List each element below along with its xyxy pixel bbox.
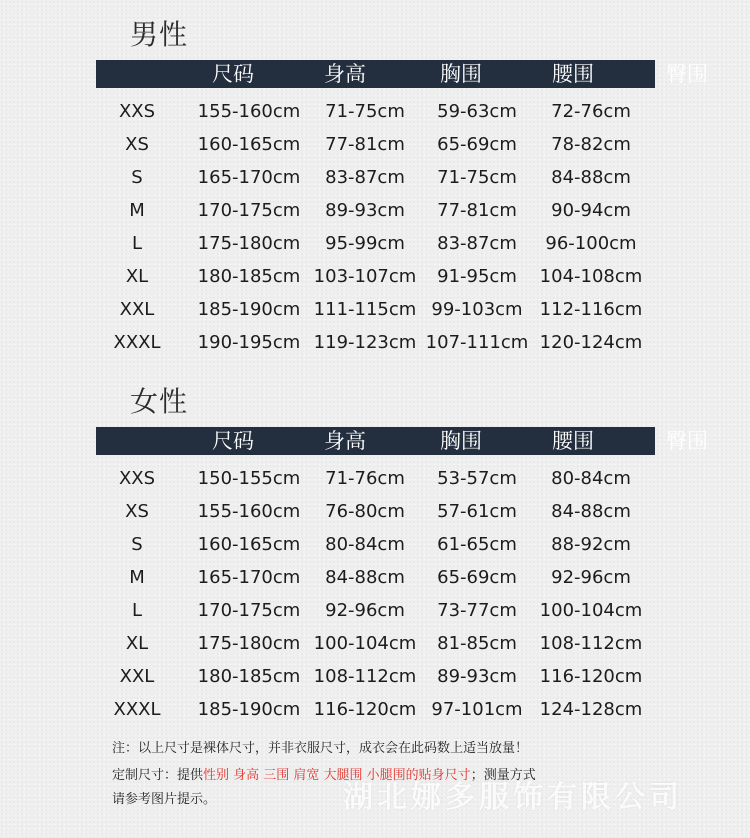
cell-height: 160-165cm xyxy=(197,134,301,155)
table-row xyxy=(0,95,750,128)
cell-hip: 78-82cm xyxy=(551,134,631,155)
header-size: 尺码 xyxy=(212,429,254,453)
cell-size: XXL xyxy=(119,666,155,687)
table-row xyxy=(0,528,750,561)
cell-size: M xyxy=(129,200,145,221)
cell-waist: 71-75cm xyxy=(437,167,517,188)
table-row xyxy=(0,260,750,293)
table-row xyxy=(0,293,750,326)
cell-waist: 53-57cm xyxy=(437,468,517,489)
note-custom-suffix: ；测量方式 xyxy=(470,768,536,783)
cell-chest: 119-123cm xyxy=(313,332,417,353)
female-table-header xyxy=(96,427,708,455)
header-size: 尺码 xyxy=(212,62,254,86)
company-watermark: 湖北娜多服饰有限公司 xyxy=(343,780,683,815)
cell-waist: 81-85cm xyxy=(437,633,517,654)
header-chest: 胸围 xyxy=(440,429,482,453)
cell-chest: 103-107cm xyxy=(313,266,417,287)
cell-hip: 100-104cm xyxy=(539,600,643,621)
table-row xyxy=(0,227,750,260)
male-table-header xyxy=(96,60,708,88)
cell-waist: 57-61cm xyxy=(437,501,517,522)
cell-height: 185-190cm xyxy=(197,699,301,720)
table-row xyxy=(0,128,750,161)
cell-waist: 65-69cm xyxy=(437,567,517,588)
cell-size: XS xyxy=(125,134,149,155)
cell-size: XXS xyxy=(118,468,156,489)
cell-size: XL xyxy=(125,266,149,287)
cell-hip: 104-108cm xyxy=(539,266,643,287)
cell-waist: 89-93cm xyxy=(437,666,517,687)
cell-hip: 72-76cm xyxy=(551,101,631,122)
cell-chest: 108-112cm xyxy=(313,666,417,687)
header-height: 身高 xyxy=(324,62,366,86)
cell-height: 175-180cm xyxy=(197,233,301,254)
male-section-title: 男性 xyxy=(130,18,189,51)
cell-height: 150-155cm xyxy=(197,468,301,489)
header-hip: 臀围 xyxy=(666,62,708,86)
table-row xyxy=(0,561,750,594)
cell-height: 185-190cm xyxy=(197,299,301,320)
note-see-image: 请参考图片提示。 xyxy=(112,792,217,807)
cell-height: 170-175cm xyxy=(197,200,301,221)
note-custom-highlight: 性别 身高 三围 肩宽 大腿围 小腿围的贴身尺寸 xyxy=(203,768,471,783)
cell-hip: 124-128cm xyxy=(539,699,643,720)
header-hip: 臀围 xyxy=(666,429,708,453)
cell-hip: 92-96cm xyxy=(551,567,631,588)
table-row xyxy=(0,660,750,693)
cell-height: 165-170cm xyxy=(197,567,301,588)
header-waist: 腰围 xyxy=(552,429,594,453)
cell-size: L xyxy=(131,233,143,254)
cell-size: XXXL xyxy=(113,332,161,353)
cell-hip: 90-94cm xyxy=(551,200,631,221)
cell-size: XXXL xyxy=(113,699,161,720)
cell-waist: 59-63cm xyxy=(437,101,517,122)
cell-chest: 100-104cm xyxy=(313,633,417,654)
cell-waist: 97-101cm xyxy=(431,699,523,720)
cell-size: XXS xyxy=(118,101,156,122)
cell-waist: 65-69cm xyxy=(437,134,517,155)
cell-chest: 71-76cm xyxy=(325,468,405,489)
cell-size: M xyxy=(129,567,145,588)
header-waist: 腰围 xyxy=(552,62,594,86)
cell-hip: 116-120cm xyxy=(539,666,643,687)
cell-chest: 95-99cm xyxy=(325,233,405,254)
cell-hip: 84-88cm xyxy=(551,167,631,188)
cell-size: XXL xyxy=(119,299,155,320)
cell-height: 175-180cm xyxy=(197,633,301,654)
note-naked-size: 注：以上尺寸是裸体尺寸，并非衣服尺寸，成衣会在此码数上适当放量！ xyxy=(112,741,529,756)
cell-size: XS xyxy=(125,501,149,522)
cell-waist: 77-81cm xyxy=(437,200,517,221)
cell-waist: 91-95cm xyxy=(437,266,517,287)
table-row xyxy=(0,161,750,194)
cell-chest: 77-81cm xyxy=(325,134,405,155)
cell-chest: 83-87cm xyxy=(325,167,405,188)
cell-hip: 96-100cm xyxy=(545,233,637,254)
female-section-title: 女性 xyxy=(130,385,189,418)
note-custom-prefix: 定制尺寸：提供 xyxy=(112,768,204,783)
cell-height: 155-160cm xyxy=(197,101,301,122)
cell-height: 165-170cm xyxy=(197,167,301,188)
cell-hip: 120-124cm xyxy=(539,332,643,353)
cell-waist: 73-77cm xyxy=(437,600,517,621)
cell-chest: 71-75cm xyxy=(325,101,405,122)
cell-waist: 61-65cm xyxy=(437,534,517,555)
table-row xyxy=(0,495,750,528)
cell-hip: 88-92cm xyxy=(551,534,631,555)
cell-height: 160-165cm xyxy=(197,534,301,555)
cell-size: S xyxy=(131,167,143,188)
table-row xyxy=(0,693,750,726)
cell-chest: 116-120cm xyxy=(313,699,417,720)
cell-size: XL xyxy=(125,633,149,654)
table-row xyxy=(0,194,750,227)
cell-hip: 84-88cm xyxy=(551,501,631,522)
table-row xyxy=(0,627,750,660)
cell-waist: 99-103cm xyxy=(431,299,523,320)
table-row xyxy=(0,594,750,627)
cell-hip: 80-84cm xyxy=(551,468,631,489)
cell-height: 180-185cm xyxy=(197,666,301,687)
cell-height: 155-160cm xyxy=(197,501,301,522)
cell-chest: 89-93cm xyxy=(325,200,405,221)
table-row xyxy=(0,462,750,495)
cell-chest: 84-88cm xyxy=(325,567,405,588)
cell-chest: 111-115cm xyxy=(313,299,417,320)
header-height: 身高 xyxy=(324,429,366,453)
header-chest: 胸围 xyxy=(440,62,482,86)
cell-height: 170-175cm xyxy=(197,600,301,621)
cell-hip: 112-116cm xyxy=(539,299,643,320)
cell-hip: 108-112cm xyxy=(539,633,643,654)
cell-height: 190-195cm xyxy=(197,332,301,353)
cell-size: S xyxy=(131,534,143,555)
table-row xyxy=(0,326,750,359)
cell-waist: 107-111cm xyxy=(425,332,529,353)
cell-chest: 92-96cm xyxy=(325,600,405,621)
cell-chest: 76-80cm xyxy=(325,501,405,522)
cell-height: 180-185cm xyxy=(197,266,301,287)
cell-chest: 80-84cm xyxy=(325,534,405,555)
cell-size: L xyxy=(131,600,143,621)
cell-waist: 83-87cm xyxy=(437,233,517,254)
